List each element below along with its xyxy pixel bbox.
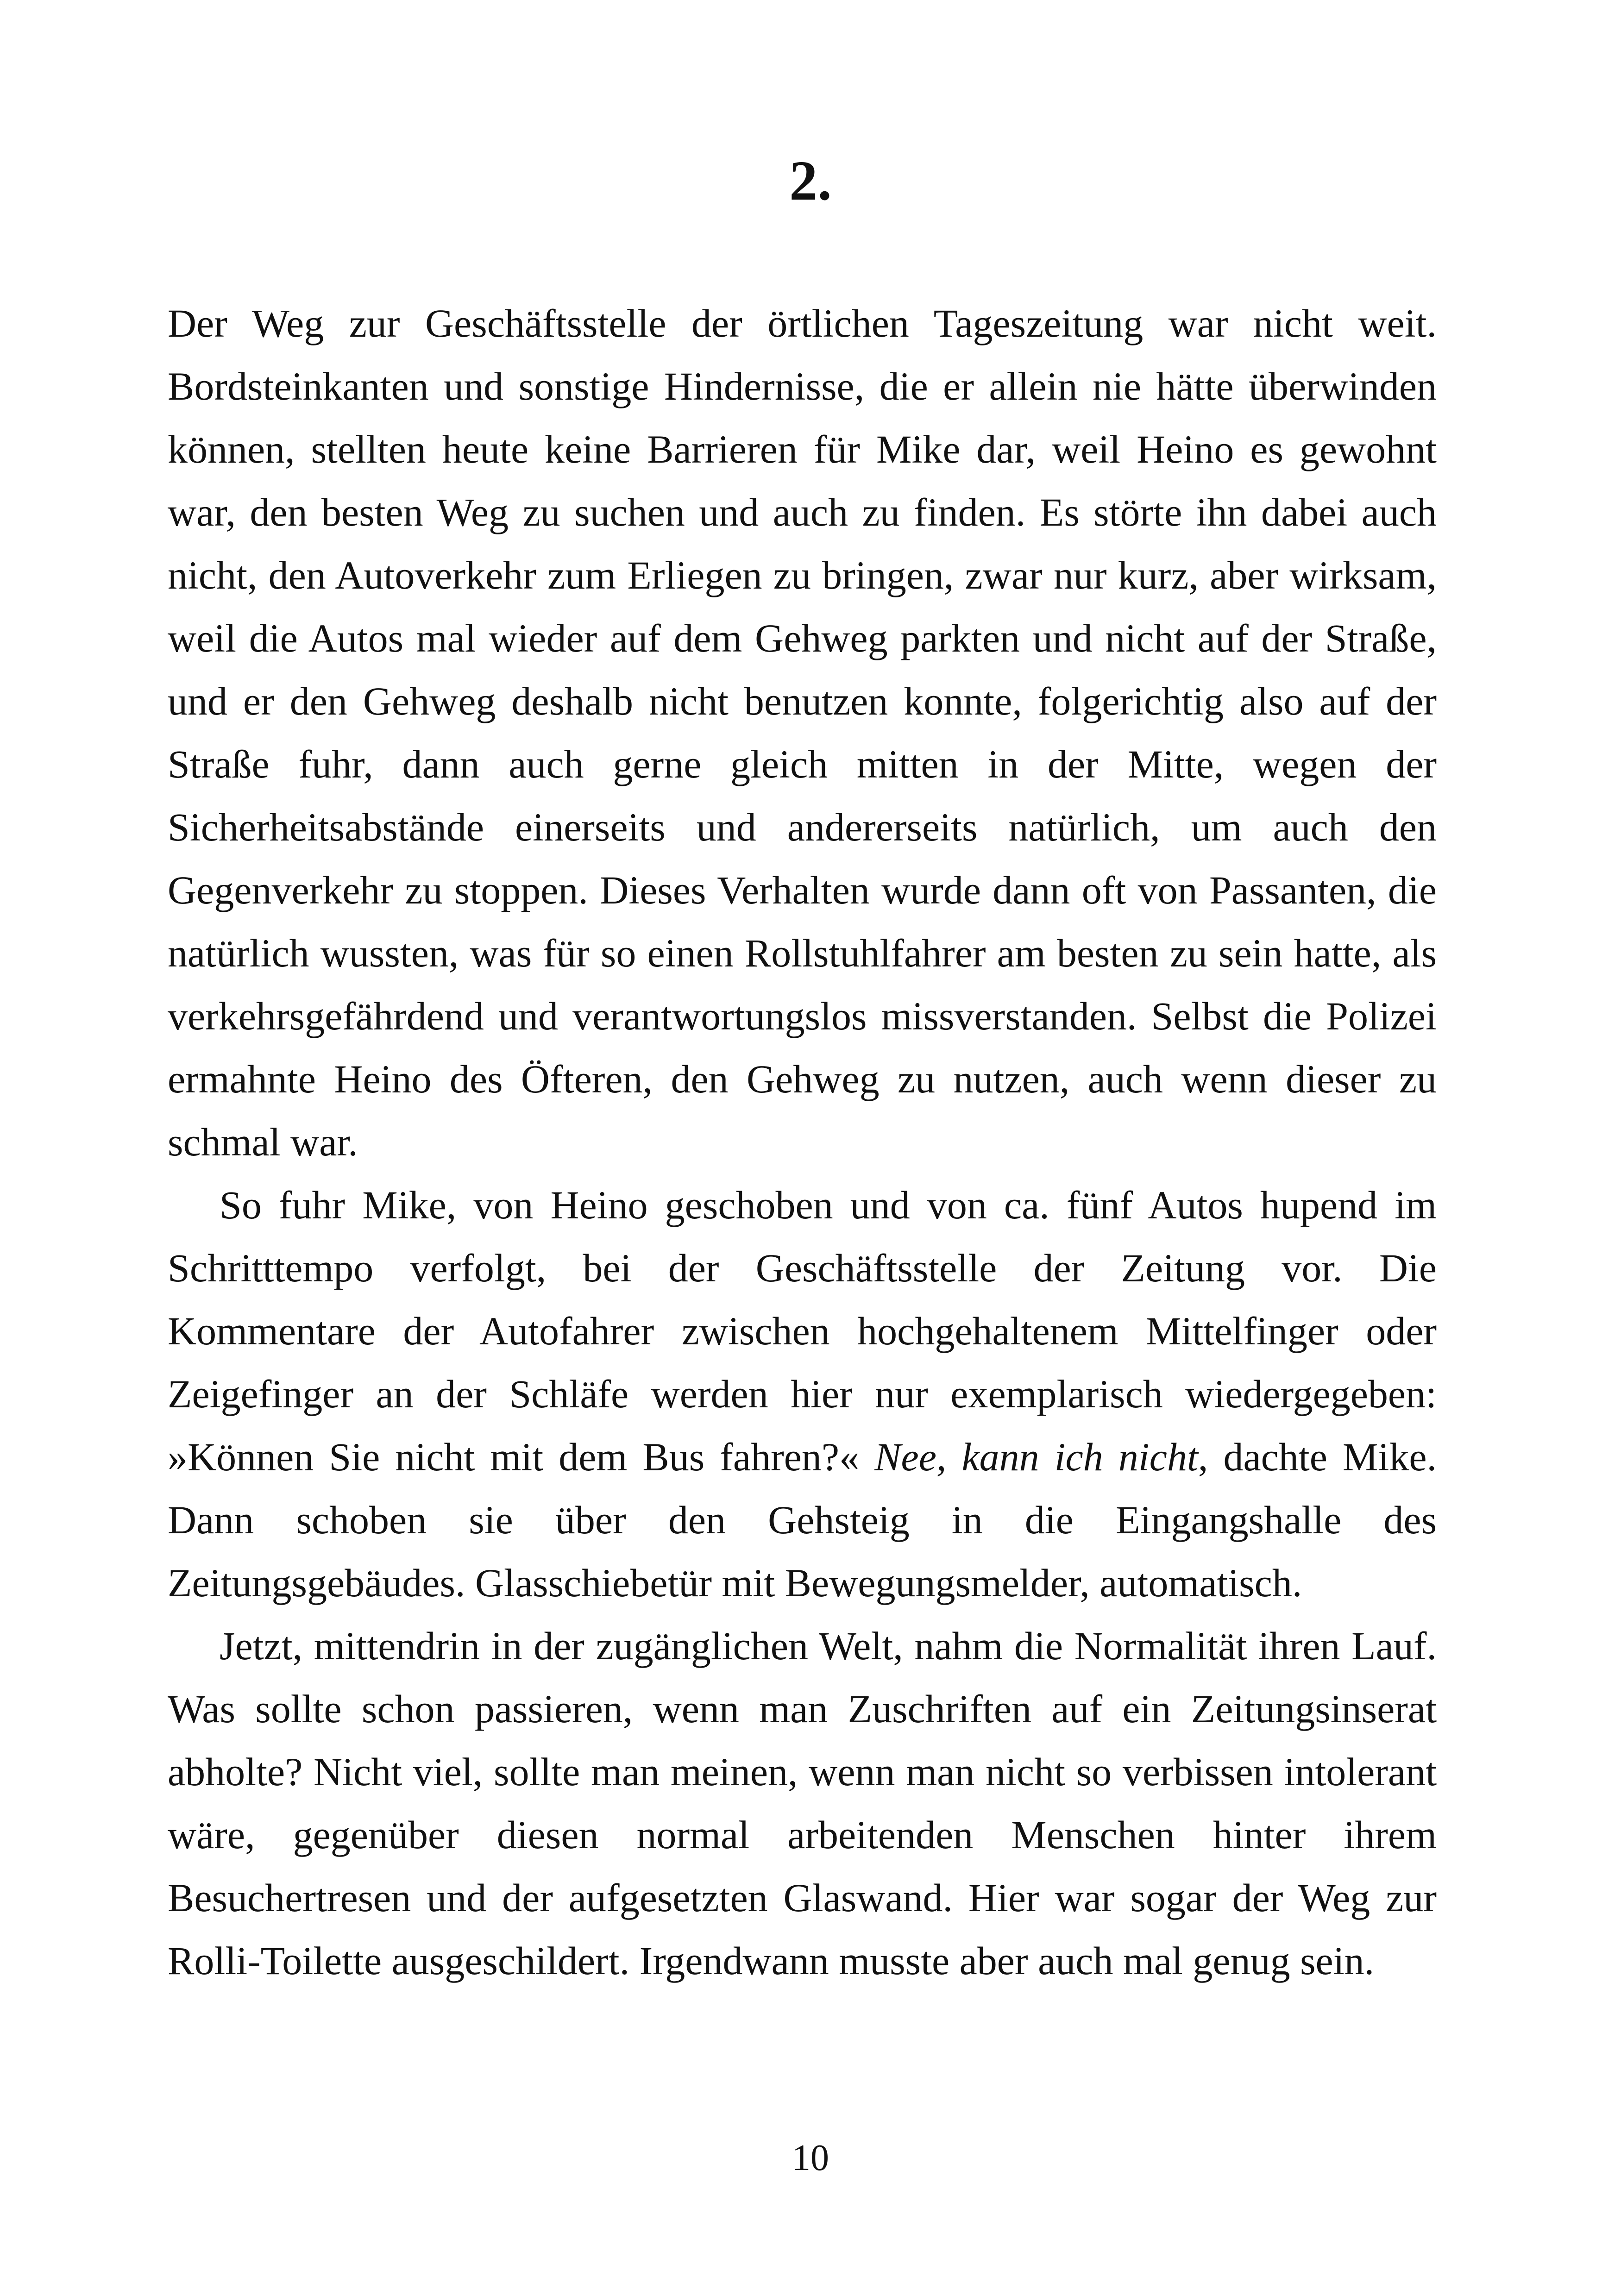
chapter-body [168,292,1437,1992]
paragraph-1: Der Weg zur Geschäftsstelle der örtlichen Tageszeitung war nicht weit. Bordsteinkanten und sonstige Hindernisse, die er allein nie hätte überwinden können, stellten heute keine Barrieren für Mike dar, weil Heino es gewohnt war, den besten Weg zu suchen und auch zu finden. Es störte ihn dabei auch nicht, den Autoverkehr zum Erliegen zu bringen, zwar nur kurz, aber wirksam, weil die Autos mal wieder auf dem Gehweg parkten und nicht auf der Straße, und er den Gehweg deshalb nicht benutzen konnte, folgerichtig also auf der Straße fuhr, dann auch gerne gleich mitten in der Mitte, wegen der Sicherheitsabstände einerseits und andererseits natürlich, um auch den Gegenverkehr zu stoppen. Dieses Verhalten wurde dann oft von Passanten, die natürlich wussten, was für so einen Rollstuhlfahrer am besten zu sein hatte, als verkehrsgefährdend und verantwortungslos missverstanden. Selbst die Polizei ermahnte Heino des Öfteren, den Gehweg zu nutzen, auch wenn dieser zu schmal war. [168,301,1437,1164]
chapter-number: 2. [789,150,832,212]
paragraph-2-text-after: , dachte Mike. Dann schoben sie über den Gehsteig in die Eingangshalle des Zeitungsgebäudes. Glasschiebetür mit Bewegungsmelder, automatisch. [168,1435,1437,1605]
paragraph-3: Jetzt, mittendrin in der zugänglichen Welt, nahm die Normalität ihren Lauf. Was sollte schon passieren, wenn man Zuschriften auf ein Zeitungsinserat abholte? Nicht viel, sollte man meinen, wenn man nicht so verbissen intolerant wäre, gegenüber diesen normal arbeitenden Menschen hinter ihrem Besuchertresen und der aufgesetzten Glaswand. Hier war sogar der Weg zur Rolli-Toilette ausgeschildert. Irgendwann musste aber auch mal genug sein. [168,1624,1437,1983]
italic-thought: Nee, kann ich nicht [874,1435,1198,1479]
paragraph-2 [168,1173,1437,1614]
page-number: 10 [792,2138,829,2178]
paragraph-2-text-before: So fuhr Mike, von Heino geschoben und von ca. fünf Autos hupend im Schritttempo verfolgt, bei der Geschäftsstelle der Zeitung vor. Die Kommentare der Autofahrer zwischen hochgehaltenem Mittelfinger oder Zeigefinger an der Schläfe werden hier nur exemplarisch wiedergegeben: »Können Sie nicht mit dem Bus fahren?« [168,1183,1437,1479]
